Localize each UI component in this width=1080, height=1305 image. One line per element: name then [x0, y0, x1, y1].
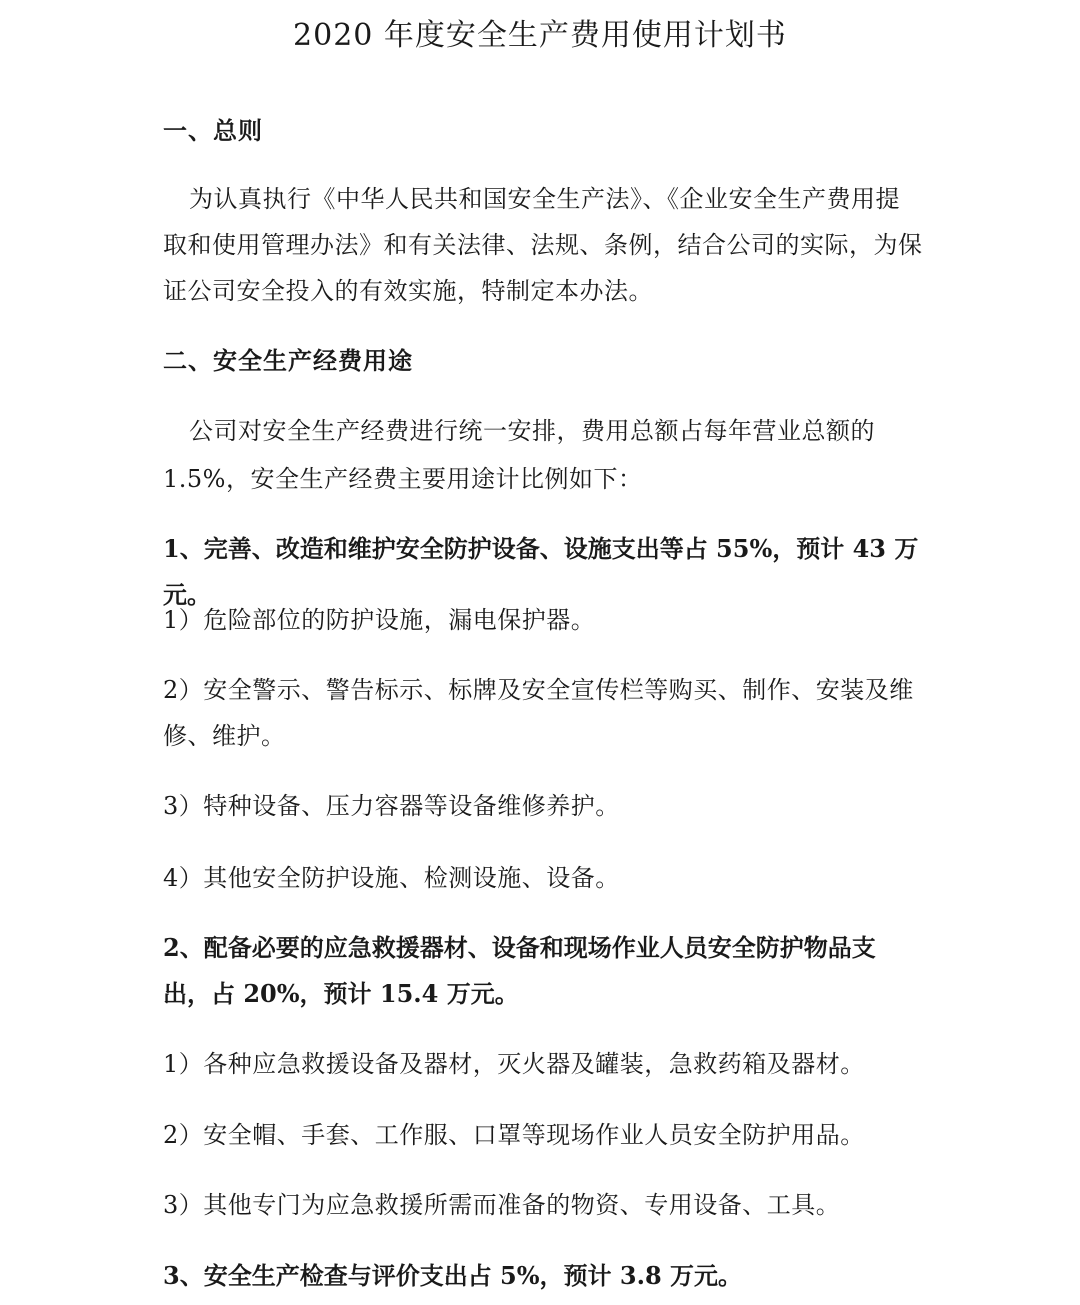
group-1-item-2: 2）安全警示、警告标示、标牌及安全宣传栏等购买、制作、安装及维修、维护。 [163, 676, 914, 750]
document-title: 2020 年度安全生产费用使用计划书 [293, 18, 787, 53]
group-1-title: 1、完善、改造和维护安全防护设备、设施支出等占 55%，预计 43 万元。 [163, 534, 919, 609]
section-2-intro-line-1: 公司对安全生产经费进行统一安排，费用总额占每年营业总额的 [189, 417, 875, 445]
group-2-item-2: 2）安全帽、手套、工作服、口罩等现场作业人员安全防护用品。 [163, 1121, 865, 1149]
section-1-paragraph: 为认真执行《中华人民共和国安全生产法》、《企业安全生产费用提取和使用管理办法》和有关法律、法规、条例，结合公司的实际，为保证公司安全投入的有效实施，特制定本办法。 [163, 185, 923, 305]
group-2-item-3: 3）其他专门为应急救援所需而准备的物资、专用设备、工具。 [163, 1191, 841, 1219]
group-1-item-3: 3）特种设备、压力容器等设备维修养护。 [163, 792, 620, 820]
group-3-title: 3、安全生产检查与评价支出占 5%，预计 3.8 万元。 [163, 1261, 743, 1290]
group-1-item-1: 1）危险部位的防护设施，漏电保护器。 [163, 606, 596, 634]
group-2-item-1: 1）各种应急救援设备及器材，灭火器及罐装，急救药箱及器材。 [163, 1050, 865, 1078]
section-2-intro-line-2: 1.5%，安全生产经费主要用途计比例如下： [163, 465, 643, 493]
section-2-heading: 二、安全生产经费用途 [163, 346, 413, 375]
section-1-heading: 一、总则 [163, 116, 263, 145]
group-1-item-4: 4）其他安全防护设施、检测设施、设备。 [163, 864, 620, 892]
group-2-title: 2、配备必要的应急救援器材、设备和现场作业人员安全防护物品支出，占 20%，预计 15.4 万元。 [163, 933, 876, 1008]
